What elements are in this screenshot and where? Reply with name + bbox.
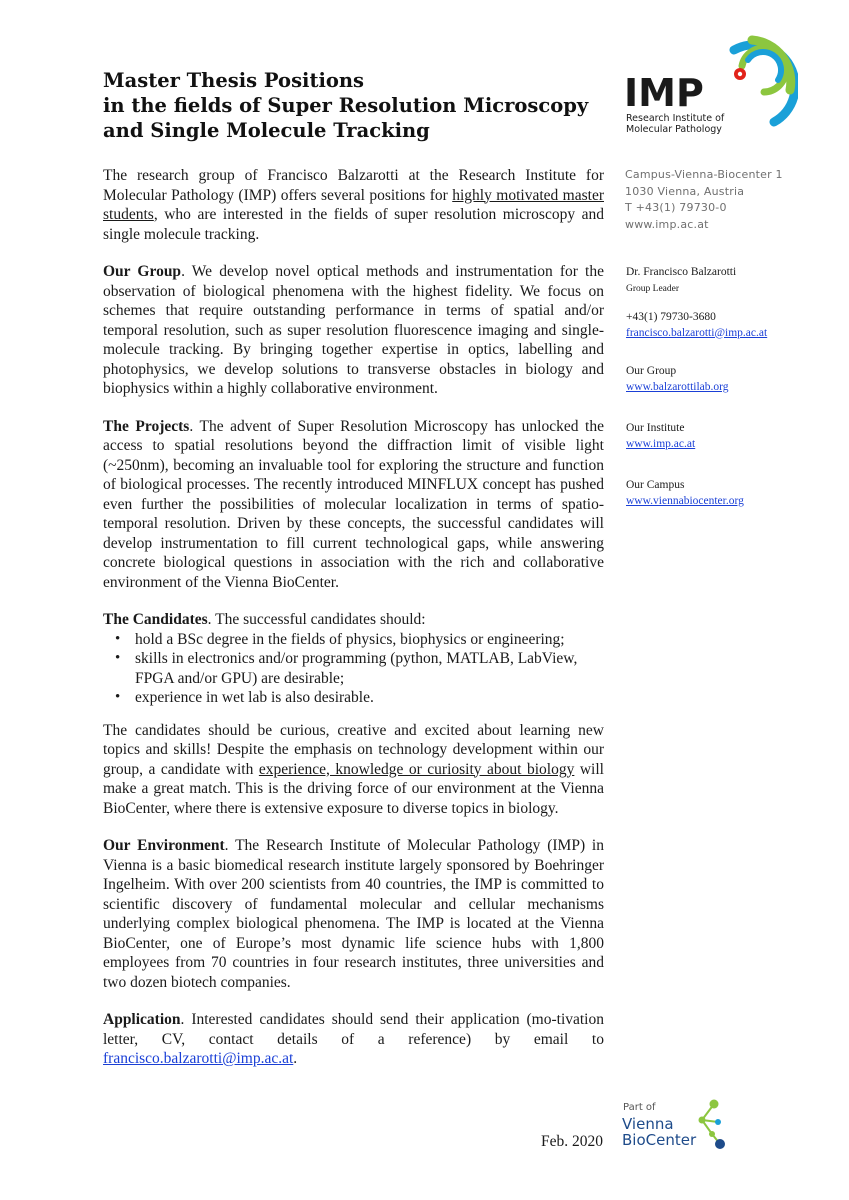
imp-logo: [622, 30, 798, 140]
intro-text-start: The research group of Francisco Balzarotti at the Research Institute for Molecular Pathology (IMP) offers several positions for: [103, 167, 604, 204]
link-campus-label: Our Campus: [626, 479, 685, 491]
curious-text-end: will make a great match. This is the driving force of our environment at the Vienna BioCenter, where there is extensive exposure to diverse topics in biology.: [103, 760, 604, 817]
title-line-3: and Single Molecule Tracking: [103, 119, 430, 142]
list-item: • hold a BSc degree in the fields of physics, biophysics or engineering;: [135, 630, 604, 650]
link-group-label: Our Group: [626, 365, 677, 377]
application-paragraph: [103, 1010, 604, 1069]
projects-paragraph: [103, 417, 604, 593]
application-text: . Interested candidates should send their application (mo-tivation letter, CV, contact details of a reference) by email to: [103, 1011, 604, 1048]
institute-address: [625, 167, 825, 233]
requirements-list: [103, 630, 604, 708]
projects-text: . The advent of Super Resolution Microscopy has unlocked the access to spatial resolutions beyond the diffraction limit of visible light (~250nm), becoming an invaluable tool for exploring the structure and function of biological processes. The recently introduced MINFLUX concept has pushed even further the possibilities of molecular localization in terms of spatio-temporal resolution. Driven by these concepts, the successful candidates will develop instrumentation to fill current technological gaps, while answering concrete biological questions in association with the rich and collaborative environment of the Vienna BioCenter.: [103, 417, 604, 591]
document-date: Feb. 2020: [541, 1133, 603, 1150]
contact-role: Group Leader: [626, 283, 680, 294]
intro-paragraph: [103, 166, 604, 244]
candidates-text: . The successful candidates should:: [207, 611, 426, 628]
imp-logo-sub2: Molecular Pathology: [626, 124, 722, 135]
environment-text: . The Research Institute of Molecular Pathology (IMP) in Vienna is a basic biomedical research institute largely sponsored by Boehringer Ingelheim. With over 200 scientists from 40 countries, the IMP is committed to scientific discovery of fundamental molecular and cellular mechanisms underlying complex biological phenomena. The IMP is located at the Vienna BioCenter, one of Europe’s most dynamic life science hubs with 1,800 employees from 70 countries in four research institutes, three universities and two dozen biotech companies.: [103, 837, 604, 991]
environment-heading: Our Environment: [103, 837, 225, 854]
address-website: www.imp.ac.at: [625, 217, 709, 231]
link-campus-url[interactable]: www.viennabiocenter.org: [626, 494, 744, 507]
link-campus: [626, 478, 826, 509]
candidates-paragraph: [103, 610, 604, 630]
curious-paragraph: [103, 721, 604, 819]
curious-text-start: The candidates should be curious, creative and excited about learning new topics and skills! Despite the emphasis on technology development within our group, a candidate with: [103, 721, 604, 778]
title-line-1: Master Thesis Positions: [103, 69, 365, 92]
vbc-molecule-icon: [699, 1100, 726, 1150]
group-heading: Our Group: [103, 263, 182, 280]
address-line-2: 1030 Vienna, Austria: [625, 184, 745, 198]
title-line-2: in the fields of Super Resolution Microscopy: [103, 94, 589, 117]
vienna-biocenter-logo: [620, 1094, 730, 1154]
imp-logo-letters: IMP: [624, 71, 704, 115]
link-institute: [626, 421, 826, 452]
application-end: .: [293, 1050, 298, 1067]
projects-heading: The Projects: [103, 417, 190, 435]
list-item: • experience in wet lab is also desirable.: [135, 688, 604, 708]
page-title: [103, 68, 603, 143]
contact-block: [626, 265, 826, 341]
contact-name: Dr. Francisco Balzarotti: [626, 266, 737, 278]
group-paragraph: [103, 262, 604, 399]
contact-phone: +43(1) 79730-3680: [626, 311, 716, 323]
address-line-1: Campus-Vienna-Biocenter 1: [625, 168, 783, 181]
link-institute-url[interactable]: www.imp.ac.at: [626, 437, 696, 450]
application-email-link[interactable]: francisco.balzarotti@imp.ac.at: [103, 1050, 294, 1067]
main-content: [103, 166, 604, 1087]
group-text: . We develop novel optical methods and instrumentation for the observation of biological phenomena with the highest fidelity. We focus on schemes that require outstanding performance in terms of spatial and/or temporal resolution, such as super resolution fluorescence imaging and single-molecule tracking. By bringing together expertise in optics, labelling and photophysics, we develop solutions to transverse obstacles in biology and biophysics within a highly collaborative environment.: [103, 263, 604, 397]
imp-logo-sub1: Research Institute of: [626, 113, 725, 124]
link-group: [626, 364, 826, 395]
intro-text-end: , who are interested in the fields of super resolution microscopy and single molecule tracking.: [103, 206, 604, 243]
curious-emphasis: experience, knowledge or curiosity about biology: [258, 760, 575, 778]
address-phone: T +43(1) 79730-0: [625, 201, 727, 214]
intro-emphasis: highly motivated master students: [103, 186, 604, 223]
vbc-biocenter: BioCenter: [622, 1131, 697, 1149]
application-heading: Application: [103, 1011, 181, 1028]
candidates-heading: The Candidates: [103, 611, 208, 628]
link-institute-label: Our Institute: [626, 422, 685, 434]
environment-paragraph: [103, 836, 604, 992]
contact-email-link[interactable]: francisco.balzarotti@imp.ac.at: [626, 326, 768, 339]
vbc-part-of: Part of: [623, 1102, 656, 1113]
list-item: • skills in electronics and/or programming (python, MATLAB, LabView, FPGA and/or GPU) are desirable;: [135, 649, 604, 688]
link-group-url[interactable]: www.balzarottilab.org: [626, 380, 729, 393]
vbc-vienna: Vienna: [622, 1115, 674, 1133]
